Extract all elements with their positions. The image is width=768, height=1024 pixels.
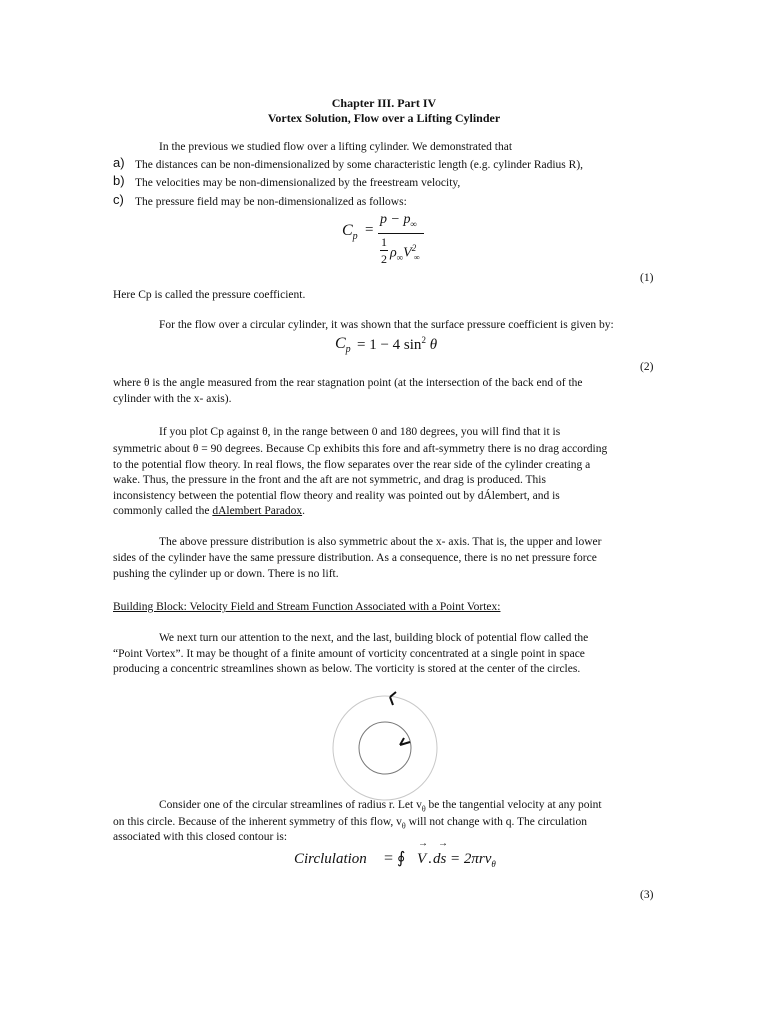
eq1-v-sup: 2 (411, 243, 417, 253)
paragraph-7-text: Consider one of the circular streamlines of radius r. Let v (159, 799, 422, 811)
eq1-lhs: C (342, 222, 353, 239)
list-item-label: c) (113, 192, 124, 207)
section-heading: Building Block: Velocity Field and Stream Function Associated with a Point Vortex: (113, 601, 501, 613)
eq2-rhs-end: θ (425, 337, 438, 353)
list-item-text: The pressure field may be non-dimensionalized as follows: (135, 196, 407, 208)
chapter-title: Chapter III. Part IV (331, 96, 437, 110)
eq1-fraction-bar (378, 233, 424, 234)
eq1-rho-sub: ∞ (396, 252, 404, 263)
list-item-text: The velocities may be non-dimensionalized by the freestream velocity, (135, 177, 461, 189)
paragraph-7-text: will not change with q. The circulation (405, 816, 587, 828)
eq2-rhs-sup: 2 (421, 335, 426, 345)
equation-number-1: (1) (640, 272, 654, 284)
paragraph-4-suffix: . (302, 505, 305, 517)
paragraph-4-last-line (113, 504, 305, 518)
outer-streamline (333, 696, 437, 800)
inner-arrow (400, 738, 410, 745)
paragraph-7-text: be the tangential velocity at any point (425, 799, 602, 811)
eq1-v-sub: ∞ (414, 253, 420, 262)
eq3-rhs-sub: θ (491, 859, 496, 869)
eq2-rhs: = 1 − 4 sin (357, 337, 422, 353)
eq1-lhs-sub: p (352, 231, 358, 243)
equation-number-3: (3) (640, 889, 654, 901)
inner-streamline (359, 722, 411, 774)
paragraph-7-line: associated with this closed contour is: (113, 831, 288, 843)
paragraph-5-line: sides of the cylinder have the same pressure distribution. As a consequence, there is no net pressure force (113, 552, 597, 564)
eq3-ds: ds (433, 851, 447, 867)
eq2-lhs: C (335, 335, 346, 352)
paragraph-6-line: We next turn our attention to the next, and the last, building block of potential flow called the (159, 632, 589, 644)
paragraph-4-line: wake. Thus, the pressure in the front and the aft are not symmetric, and drag is produced. This (113, 474, 546, 486)
paragraph-4-prefix: commonly called the (113, 505, 213, 517)
eq3-mid: = ∮ (384, 850, 406, 867)
v-theta-sub: θ (401, 821, 406, 831)
eq1-den-coef-num: 1 (381, 235, 387, 249)
paragraph-4-line: symmetric about θ = 90 degrees. Because Cp exhibits this fore and aft-symmetry there is no drag according (113, 443, 608, 455)
paragraph-5-line: The above pressure distribution is also symmetric about the x- axis. That is, the upper and lower (159, 536, 602, 548)
paragraph-5-line: pushing the cylinder up or down. There is no lift. (113, 568, 339, 580)
paragraph-3-line: cylinder with the x- axis). (113, 393, 232, 405)
eq1-den-coef-den: 2 (381, 252, 387, 266)
eq2-lhs-sub: p (345, 344, 351, 356)
eq3-rhs: = 2πrv (450, 851, 492, 867)
paragraph-6-line: “Point Vortex”. It may be thought of a finite amount of vorticity concentrated at a single point in space (113, 648, 585, 660)
paragraph-7-line (159, 798, 602, 816)
eq1-v: V (403, 245, 412, 261)
point-vortex-figure (330, 690, 440, 800)
v-theta-sub: θ (421, 804, 426, 814)
intro-text: In the previous we studied flow over a lifting cylinder. We demonstrated that (159, 141, 513, 153)
eq1-small-bar (380, 250, 388, 251)
eq3-lhs: Circlulation (294, 851, 367, 867)
paragraph-2: For the flow over a circular cylinder, it was shown that the surface pressure coefficient is given by: (159, 319, 614, 331)
page-subtitle: Vortex Solution, Flow over a Lifting Cylinder (267, 111, 501, 125)
eq1-numerator: p − p (380, 212, 411, 227)
list-item-text: The distances can be non-dimensionalized by some characteristic length (e.g. cylinder Radius R), (135, 159, 584, 171)
dalembert-paradox-link[interactable]: dAlembert Paradox (212, 505, 303, 517)
list-item-label: a) (113, 155, 125, 170)
eq3-ds-arrow: → (438, 838, 448, 849)
paragraph-4-line: If you plot Cp against θ, in the range between 0 and 180 degrees, you will find that it is (159, 426, 561, 438)
paragraph-4-line: to the potential flow theory. In real flows, the flow separates over the rear side of the cylinder creating a (113, 459, 591, 471)
equation-number-2: (2) (640, 361, 654, 373)
list-item-label: b) (113, 173, 125, 188)
eq3-v-arrow: → (418, 838, 428, 849)
cp-note: Here Cp is called the pressure coefficient. (113, 289, 306, 301)
eq1-num-sub: ∞ (410, 218, 417, 229)
paragraph-3-line: where θ is the angle measured from the rear stagnation point (at the intersection of the back end of the (113, 377, 583, 389)
eq3-v: V (417, 851, 427, 867)
paragraph-7-text: on this circle. Because of the inherent symmetry of this flow, v (113, 816, 402, 828)
paragraph-6-line: producing a concentric streamlines shown as below. The vorticity is stored at the center of the circles. (113, 663, 581, 675)
eq1-rho: ρ (390, 245, 397, 261)
paragraph-4-line: inconsistency between the potential flow theory and reality was pointed out by dÁlembert, and is (113, 490, 560, 502)
outer-arrow (390, 692, 396, 705)
eq3-dot: . (428, 851, 432, 867)
